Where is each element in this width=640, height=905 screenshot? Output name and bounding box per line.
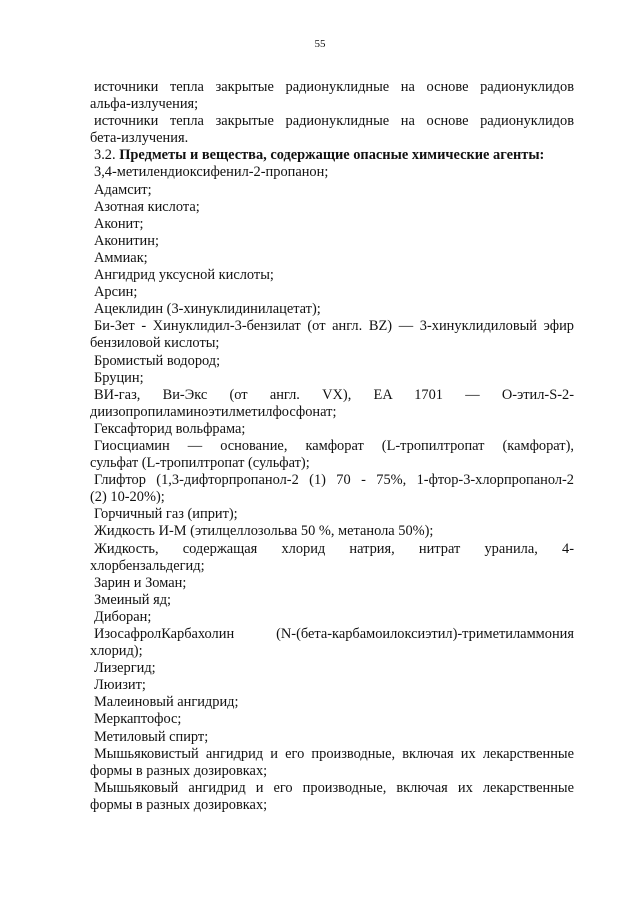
list-item: Аммиак; <box>94 249 148 266</box>
list-item: Жидкость И-М (этилцеллозольва 50 %, метанола 50%); <box>94 523 434 540</box>
list-item-bz <box>90 318 574 352</box>
list-item: Аконитин; <box>94 232 159 249</box>
section-title: Предметы и вещества, содержащие опасные химические агенты: <box>119 147 545 164</box>
list-item-line: Глифтор (1,3-дифторпропанол-2 (1) 70 - 75%, 1-фтор-3-хлорпропанол-2 <box>94 472 574 489</box>
list-item: Бруцин; <box>94 369 144 386</box>
list-item: Диборан; <box>94 608 152 625</box>
list-item: Горчичный газ (иприт); <box>94 506 238 523</box>
list-item-line: (2) 10-20%); <box>90 489 165 506</box>
list-item-line: Мышьяковый ангидрид и его производные, включая их лекарственные <box>94 779 574 796</box>
list-item-line: формы в разных дозировках; <box>90 796 268 813</box>
list-item: Малеиновый ангидрид; <box>94 694 239 711</box>
list-item-line: бензиловой кислоты; <box>90 335 220 352</box>
list-item-line: Би-Зет - Хинуклидил-3-бензилат (от англ. BZ) — 3-хинуклидиловый эфир <box>94 318 574 335</box>
list-item: Азотная кислота; <box>94 198 200 215</box>
section-heading <box>90 147 574 164</box>
list-item-vx <box>90 387 574 421</box>
list-item: 3,4-метилендиоксифенил-2-пропанон; <box>94 164 329 181</box>
list-item-arsenic-anhydride-1 <box>90 746 574 780</box>
list-item: Адамсит; <box>94 181 152 198</box>
list-item: Лизергид; <box>94 660 156 677</box>
list-item-arsenic-anhydride-2 <box>90 780 574 814</box>
list-item-isosafrol <box>90 626 574 660</box>
list-item-line: ИзосафролКарбахолин (N-(бета-карбамоилоксиэтил)-триметиламмония <box>94 626 574 642</box>
list-item: Ангидрид уксусной кислоты; <box>94 267 274 284</box>
list-item-line: диизопропиламиноэтилметилфосфонат; <box>90 403 337 420</box>
list-item-line: хлорид); <box>90 643 143 660</box>
list-item-line: Жидкость, содержащая хлорид натрия, нитрат уранила, 4- <box>94 540 574 557</box>
list-item: Бромистый водород; <box>94 352 221 369</box>
list-item-line: формы в разных дозировках; <box>90 762 268 779</box>
paragraph-beta-sources <box>90 113 574 147</box>
document-body <box>90 79 574 814</box>
paragraph-line: альфа-излучения; <box>90 96 199 113</box>
list-item: Метиловый спирт; <box>94 728 209 745</box>
list-item-liquid <box>90 541 574 575</box>
list-item: Гексафторид вольфрама; <box>94 420 246 437</box>
section-number: 3.2. <box>94 147 116 164</box>
list-item-glyftor <box>90 472 574 506</box>
list-item: Меркаптофос; <box>94 711 182 728</box>
list-item: Змеиный яд; <box>94 591 172 608</box>
list-item-line: хлорбензальдегид; <box>90 557 205 574</box>
list-item-line: сульфат (L-тропилтропат (сульфат); <box>90 455 310 472</box>
page-number: 55 <box>314 38 326 50</box>
list-item: Аконит; <box>94 215 144 232</box>
paragraph-alpha-sources <box>90 79 574 113</box>
list-item: Люизит; <box>94 677 146 694</box>
list-item-line: Гиосциамин — основание, камфорат (L-тропилтропат (камфорат), <box>94 437 574 454</box>
list-item: Арсин; <box>94 284 138 301</box>
paragraph-line: источники тепла закрытые радионуклидные на основе радионуклидов <box>94 79 574 95</box>
list-item: Ацеклидин (3-хинуклидинилацетат); <box>94 301 321 318</box>
list-item-hyoscyamine <box>90 438 574 472</box>
paragraph-line: бета-излучения. <box>90 130 189 147</box>
list-item-line: Мышьяковистый ангидрид и его производные, включая их лекарственные <box>94 745 574 762</box>
list-item-line: ВИ-газ, Ви-Экс (от англ. VX), EA 1701 — О-этил-S-2- <box>94 386 574 403</box>
paragraph-line: источники тепла закрытые радионуклидные на основе радионуклидов <box>94 113 574 130</box>
list-item: Зарин и Зоман; <box>94 574 187 591</box>
